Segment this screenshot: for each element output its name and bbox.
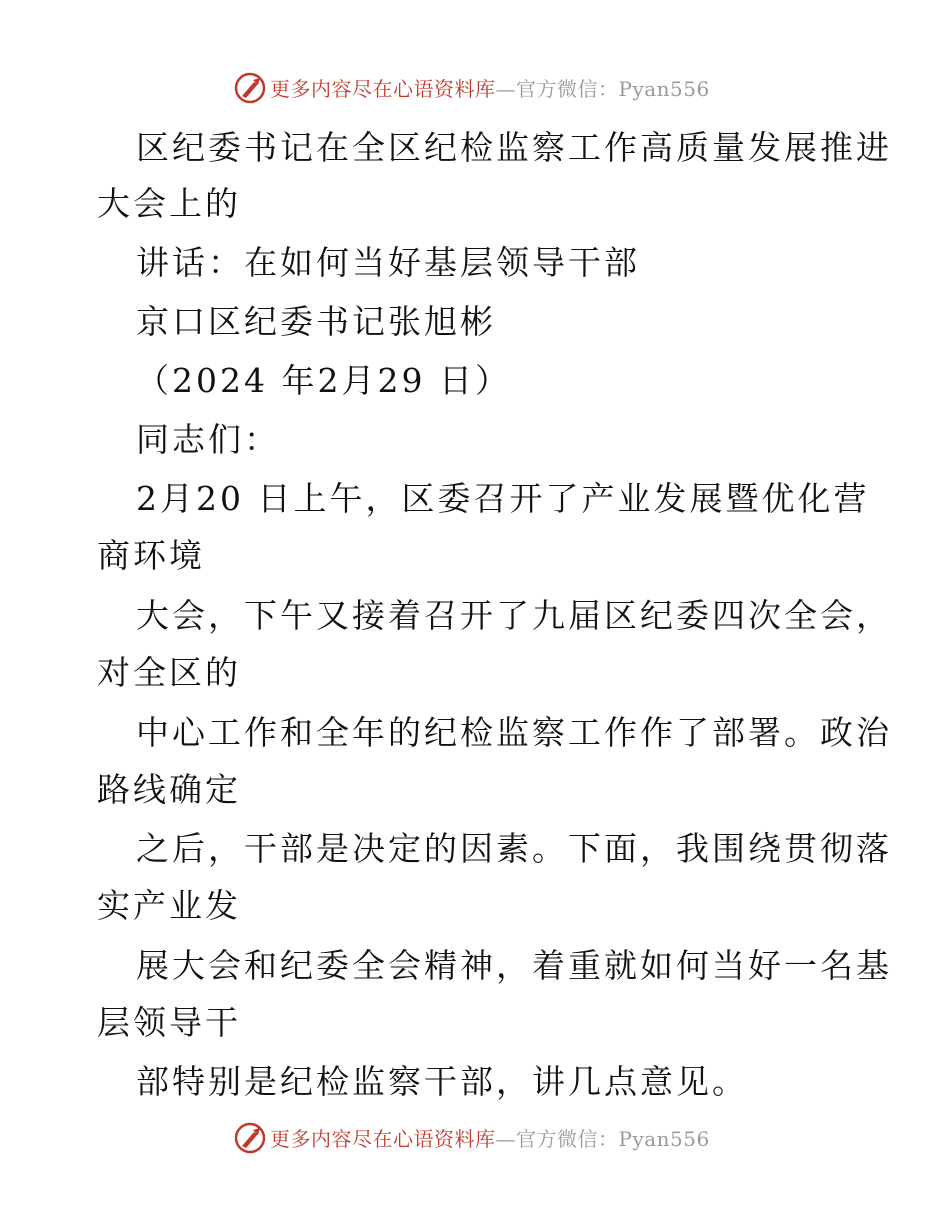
body-line: 大会，下午又接着召开了九届区纪委四次全会， <box>136 596 892 635</box>
body-line: 实产业发 <box>97 886 241 925</box>
body-line: 2月20 日上午，区委召开了产业发展暨优化营 <box>136 479 870 518</box>
salutation-line: 同志们： <box>136 420 280 459</box>
banner-gray-text: —官方微信：Pyan556 <box>495 1127 710 1151</box>
banner-text <box>270 76 710 102</box>
body-line: 商环境 <box>97 536 205 575</box>
date-line: （2024 年2月29 日） <box>136 361 511 400</box>
banner-gray-text: —官方微信：Pyan556 <box>495 77 710 101</box>
body-line: 路线确定 <box>97 770 241 809</box>
body-line: 讲话：在如何当好基层领导干部 <box>136 243 640 282</box>
banner-red-text: 更多内容尽在心语资料库 <box>270 77 496 101</box>
body-line: 展大会和纪委全会精神，着重就如何当好一名基 <box>136 946 892 985</box>
body-line: 之后，干部是决定的因素。下面，我围绕贯彻落 <box>136 829 892 868</box>
body-line: 大会上的 <box>97 184 241 223</box>
body-line: 京口区纪委书记张旭彬 <box>136 302 496 341</box>
body-line: 区纪委书记在全区纪检监察工作高质量发展推进 <box>136 128 892 167</box>
banner-text <box>270 1126 710 1152</box>
banner-red-text: 更多内容尽在心语资料库 <box>270 1127 496 1151</box>
body-line: 层领导干 <box>97 1003 241 1042</box>
footer-watermark-banner <box>0 1120 950 1160</box>
header-watermark-banner <box>0 70 950 110</box>
pen-nib-logo-icon <box>234 1122 266 1154</box>
body-line: 部特别是纪检监察干部，讲几点意见。 <box>136 1062 748 1101</box>
body-line: 中心工作和全年的纪检监察工作作了部署。政治 <box>136 713 892 752</box>
body-line: 对全区的 <box>97 653 241 692</box>
pen-nib-logo-icon <box>234 72 266 104</box>
